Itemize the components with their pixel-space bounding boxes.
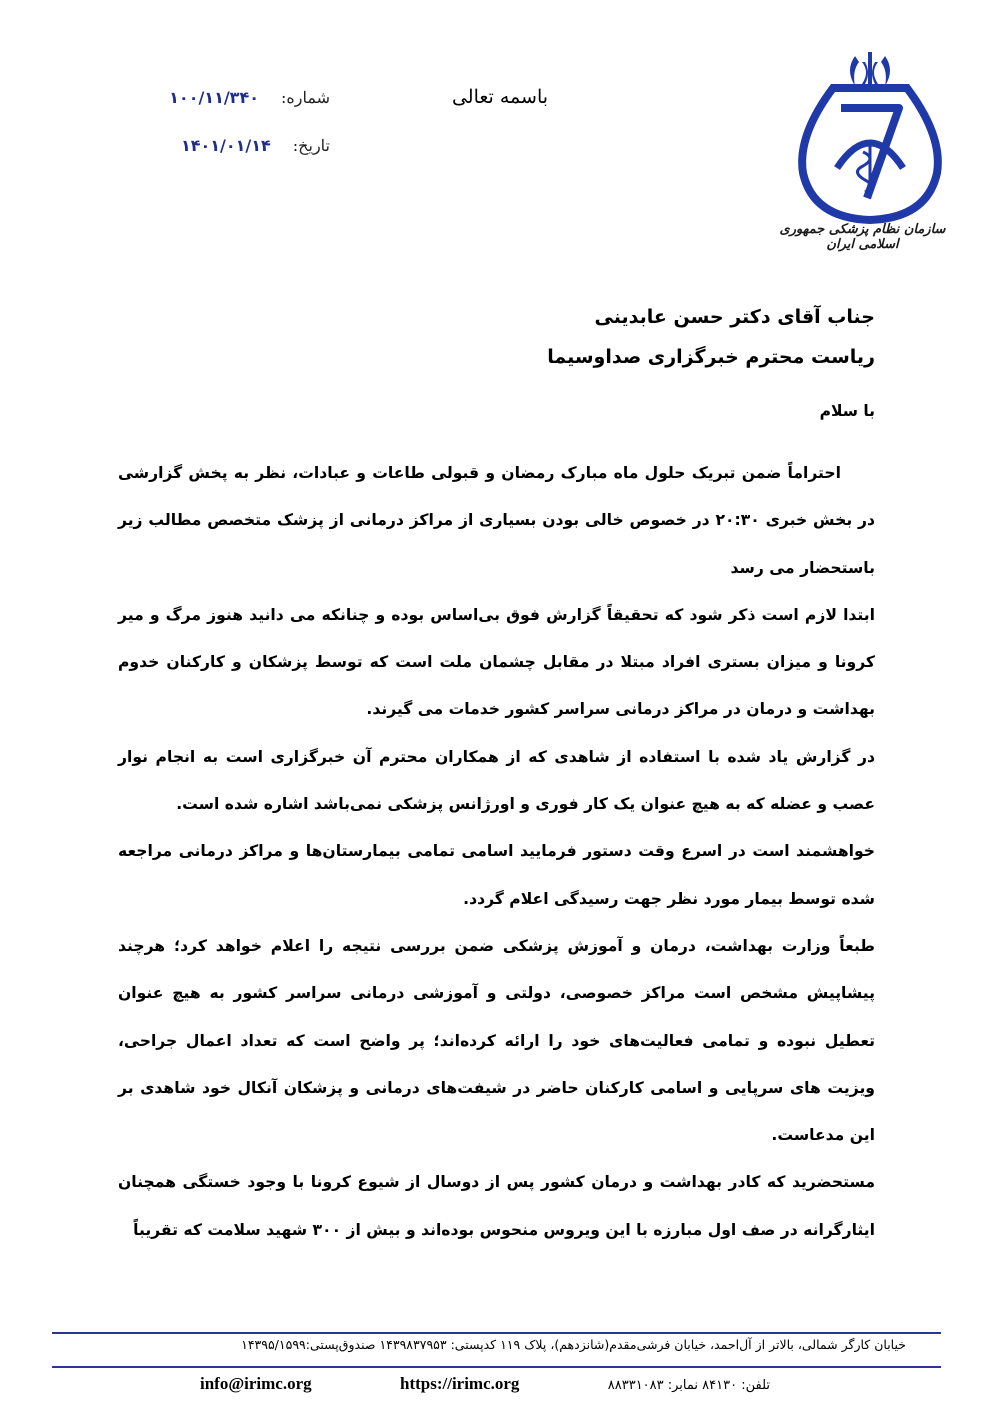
- greeting: با سلام: [819, 402, 875, 420]
- letter-date-row: [170, 136, 330, 155]
- footer-phones: تلفن: ۸۴۱۳۰ نمابر: ۸۸۳۳۱۰۸۳: [607, 1378, 770, 1393]
- letter-number-value: ۱۰۰/۱۱/۳۴۰: [169, 88, 259, 107]
- invocation-heading: باسمه تعالی: [451, 86, 549, 108]
- addressee-title: ریاست محترم خبرگزاری صداوسیما: [547, 346, 875, 368]
- footer-contact: [200, 1374, 770, 1394]
- footer-website-link[interactable]: https://irimc.org: [399, 1374, 520, 1393]
- iran-emblem-icon: [850, 52, 890, 88]
- body-paragraph: در گزارش یاد شده با استفاده از شاهدی که از همکاران محترم آن خبرگزاری است به انجام نوار عصب و عضله که به هیچ عنوان یک کار فوری و اورژانس پزشکی نمی‌باشد اشاره شده است.: [118, 747, 875, 814]
- irimc-logo: [785, 48, 955, 248]
- addressee-name: جناب آقای دکتر حسن عابدینی: [594, 306, 875, 328]
- organization-caption: سازمان نظام پزشکی جمهوری اسلامی ایران: [779, 222, 946, 252]
- body-paragraph: خواهشمند است در اسرع وقت دستور فرمایید اسامی تمامی بیمارستان‌ها و مراکز درمانی مراجعه شده توسط بیمار مورد نظر جهت رسیدگی اعلام گردد.: [118, 842, 875, 908]
- footer-divider-top: [52, 1332, 941, 1334]
- body-paragraph: مستحضرید که کادر بهداشت و درمان کشور پس از دوسال از شیوع کرونا با وجود خستگی همچنان ایثارگرانه در صف اول مبارزه با این ویروس منحوس بوده‌اند و بیش از ۳۰۰ شهید سلامت که تقریباً: [118, 1173, 875, 1239]
- letter-date-label: تاریخ:: [292, 136, 330, 155]
- footer-divider-bottom: [52, 1366, 941, 1368]
- body-paragraph: احتراماً ضمن تبریک حلول ماه مبارک رمضان و قبولی طاعات و عبادات، نظر به پخش گزارشی در بخش خبری ۲۰:۳۰ در خصوص خالی بودن بسیاری از مراکز درمانی از پزشک متخصص مطالب زیر باستحضار می رسد: [118, 464, 875, 577]
- body-paragraph: طبعاً وزارت بهداشت، درمان و آموزش پزشکی ضمن بررسی نتیجه را اعلام خواهد کرد؛ هرچند پیشاپیش مشخص است مراکز خصوصی، دولتی و آموزشی درمانی سراسر کشور به هیچ عنوان تعطیل نبوده و تمامی فعالیت‌های خود را ارائه کرده‌اند؛ پر واضح است که تعداد اعمال جراحی، ویزیت های سرپایی و اسامی کارکنان حاضر در شیفت‌های درمانی و پزشکان آنکال خود شاهدی بر این مدعاست.: [118, 936, 875, 1145]
- footer-address: خیابان کارگر شمالی، بالاتر از آل‌احمد، خیابان فرشی‌مقدم(شانزدهم)، پلاک ۱۱۹ کدپستی: ۱۴۳۹۸۳۷۹۵۳ صندوق‌پستی:۱۴۳۹۵/۱۵۹۹: [241, 1337, 906, 1352]
- letter-number-row: [170, 88, 330, 107]
- footer-email-link[interactable]: info@irimc.org: [200, 1374, 312, 1393]
- letter-number-label: شماره:: [280, 88, 330, 107]
- body-paragraph: ابتدا لازم است ذکر شود که تحقیقاً گزارش فوق بی‌اساس بوده و چنانکه می دانید هنوز مرگ و میر کرونا و میزان بستری افراد مبتلا در مقابل چشمان ملت است که توسط پزشکان و کارکنان خدوم بهداشت و درمان در مراکز درمانی سراسر کشور خدمات می گیرند.: [118, 605, 875, 719]
- letter-date-value: ۱۴۰۱/۰۱/۱۴: [180, 136, 271, 155]
- letter-body: [118, 450, 875, 1254]
